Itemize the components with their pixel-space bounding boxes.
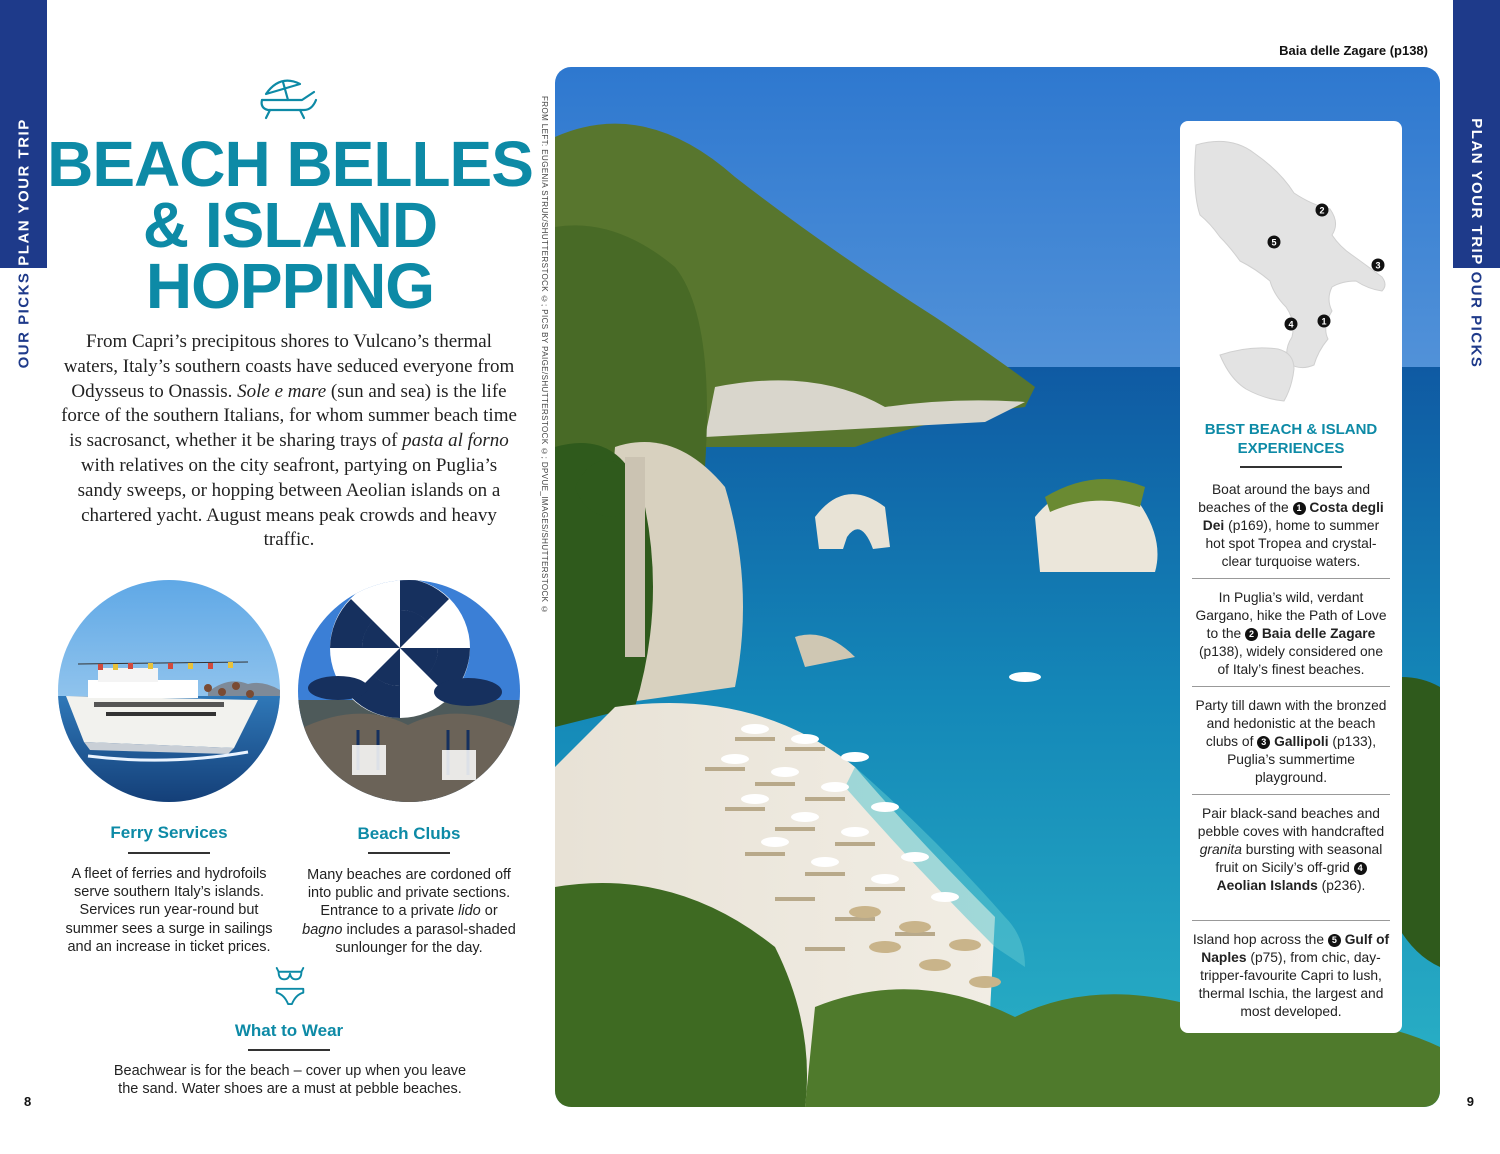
section-label-left: PLAN YOUR TRIP [15, 118, 33, 266]
number-marker: 4 [1354, 862, 1367, 875]
place-name: Baia delle Zagare [1261, 626, 1376, 641]
divider [1192, 920, 1390, 921]
what-to-wear-text: Beachwear is for the beach – cover up when you leave the sand. Water shoes are a must at pebble beaches. [113, 1063, 467, 1098]
divider [248, 1049, 330, 1051]
map-marker-label: 3 [1375, 260, 1381, 271]
subsection-label-left: OUR PICKS [15, 271, 33, 369]
divider [1240, 466, 1342, 468]
text: includes a parasol-shaded sunlounger for the day. [335, 921, 516, 956]
text: (p138), widely considered one of Italy’s finest beaches. [1198, 644, 1384, 677]
text: bursting with seasonal fruit on Sicily’s off-grid [1215, 842, 1383, 875]
ferry-services-text: A fleet of ferries and hydrofoils serve southern Italy’s islands. Services run year-round but summer sees a surge in sailings and an increase in ticket prices. [65, 866, 273, 955]
intro-text: (sun and sea) is the life force of the southern Italians, for whom summer beach time is sacrosanct, whether it be sharing trays of [61, 380, 517, 452]
divider [1192, 794, 1390, 795]
intro-paragraph [58, 330, 520, 553]
ferry-services-heading: Ferry Services [110, 823, 228, 842]
place-name: Aeolian Islands [1216, 878, 1318, 893]
text: or [480, 903, 498, 920]
experience-item [1192, 481, 1390, 571]
intro-emphasis: pasta al forno [402, 430, 509, 452]
text: (p133), Puglia’s summertime playground. [1227, 734, 1377, 785]
number-marker: 1 [1293, 502, 1306, 515]
text: (p236). [1317, 878, 1366, 893]
beach-clubs-text [300, 866, 518, 957]
number-marker: 5 [1328, 934, 1341, 947]
text: In Puglia’s wild, verdant Gargano, hike the Path of Love to the [1195, 590, 1387, 641]
panel-title-line: BEST BEACH & ISLAND [1204, 421, 1378, 438]
beach-clubs-heading: Beach Clubs [357, 824, 461, 843]
subsection-label-right: OUR PICKS [1467, 271, 1485, 369]
divider [1192, 578, 1390, 579]
what-to-wear-heading: What to Wear [234, 1021, 344, 1040]
title-line: BEACH BELLES [47, 128, 533, 200]
map-marker-4 [1285, 318, 1298, 331]
photo-caption: Baia delle Zagare (p138) [1279, 43, 1428, 58]
emphasis: bagno [302, 921, 343, 938]
intro-text: From Capri’s precipitous shores to Vulcano’s thermal waters, Italy’s southern coasts have seduced everyone from Odysseus to Onassis. [63, 331, 515, 402]
place-name: Costa degli Dei [1202, 500, 1384, 533]
experience-item [1192, 931, 1390, 1021]
map-marker-2 [1316, 204, 1329, 217]
place-name: Gallipoli [1274, 734, 1329, 749]
panel-title-line: EXPERIENCES [1237, 440, 1345, 457]
divider [368, 852, 450, 854]
page-title [40, 128, 540, 322]
map-marker-5 [1268, 236, 1281, 249]
best-experiences-panel [1180, 121, 1402, 1033]
intro-emphasis: Sole e mare [237, 380, 327, 402]
title-line: & ISLAND [142, 189, 438, 261]
number-marker: 2 [1245, 628, 1258, 641]
beach-club-photo [298, 580, 520, 802]
photo-credit: FROM LEFT: EUGENIA STRUK/SHUTTERSTOCK ©; PICS BY PAIGE/SHUTTERSTOCK ©; DPVUE_IMAGES/SHUTTERSTOCK © [540, 96, 549, 615]
divider [128, 852, 210, 854]
panel-title [1180, 420, 1402, 458]
page-number-right: 9 [1466, 1094, 1474, 1109]
text: Many beaches are cordoned off into public and private sections. Entrance to a private [307, 867, 511, 920]
ferry-photo [58, 580, 280, 802]
text: Boat around the bays and beaches of the [1198, 482, 1371, 515]
beach-umbrella-lounger-icon [258, 70, 320, 122]
experience-item [1192, 697, 1390, 787]
experience-item [1192, 589, 1390, 679]
intro-text: with relatives on the city seafront, partying on Puglia’s sandy sweeps, or hopping between Aeolian islands on a chartered yacht. August means peak crowds and heavy traffic. [77, 454, 501, 551]
text: (p75), from chic, day-tripper-favourite Capri to lush, thermal Ischia, the largest and most developed. [1198, 950, 1384, 1019]
text: Party till dawn with the bronzed and hedonistic at the beach clubs of [1195, 698, 1387, 749]
southern-italy-map [1190, 131, 1392, 411]
text: Pair black-sand beaches and pebble coves with handcrafted [1197, 806, 1385, 839]
text: (p169), home to summer hot spot Tropea and crystal-clear turquoise waters. [1205, 518, 1380, 569]
number-marker: 3 [1257, 736, 1270, 749]
page-number-left: 8 [24, 1094, 32, 1109]
divider [1192, 686, 1390, 687]
map-marker-1 [1318, 315, 1331, 328]
emphasis: granita [1199, 842, 1242, 857]
swimwear-icon [271, 964, 309, 1008]
map-marker-label: 1 [1321, 316, 1327, 327]
text: Island hop across the [1192, 932, 1328, 947]
section-label-right: PLAN YOUR TRIP [1467, 118, 1485, 266]
map-marker-label: 5 [1271, 237, 1277, 248]
emphasis: lido [458, 903, 481, 920]
experience-item [1192, 805, 1390, 895]
map-marker-label: 2 [1319, 205, 1325, 216]
map-marker-label: 4 [1288, 319, 1294, 330]
place-name: Gulf of Naples [1201, 932, 1390, 965]
title-line: HOPPING [145, 250, 435, 322]
map-marker-3 [1372, 259, 1385, 272]
